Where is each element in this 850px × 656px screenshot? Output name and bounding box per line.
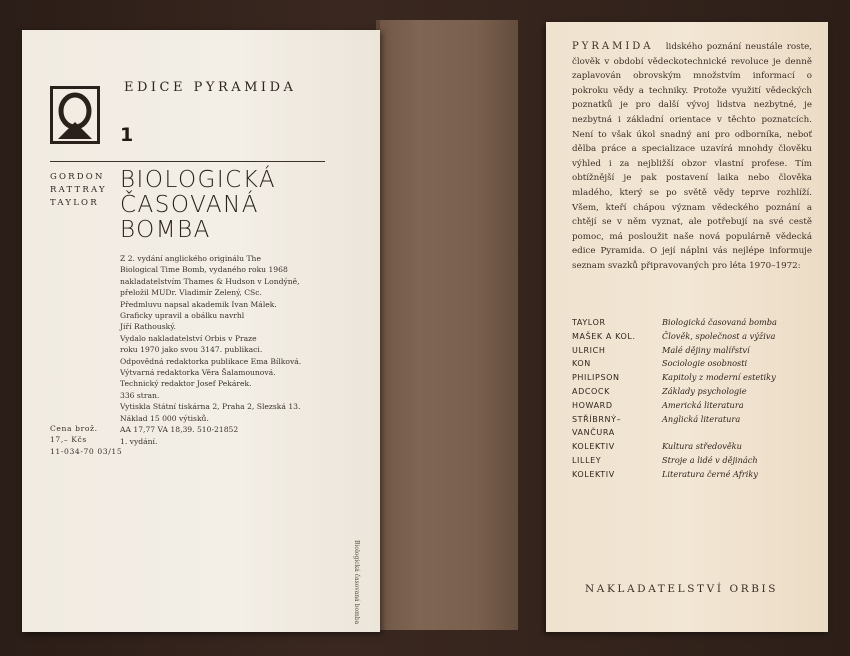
imprint-line: Vydalo nakladatelství Orbis v Praze bbox=[120, 333, 257, 343]
list-author: KON bbox=[572, 359, 591, 369]
list-title: Člověk, společnost a výživa bbox=[662, 330, 776, 341]
list-author: HOWARD bbox=[572, 400, 613, 410]
imprint-line: Graficky upravil a obálku navrhl bbox=[120, 311, 245, 321]
imprint-line: roku 1970 jako svou 3147. publikaci. bbox=[120, 345, 263, 355]
author-name bbox=[50, 171, 107, 210]
title-line: BOMBA bbox=[120, 217, 211, 243]
list-title: Stroje a lidé v dějinách bbox=[662, 454, 758, 465]
list-author: MAŠEK A KOL. bbox=[572, 331, 636, 341]
list-title: Malé dějiny malířství bbox=[662, 344, 750, 355]
list-author: ADCOCK bbox=[572, 386, 610, 396]
list-title: Kultura středověku bbox=[662, 441, 742, 452]
list-title: Základy psychologie bbox=[662, 385, 747, 396]
promo-body: lidského poznání neustále roste, člověk v období vědeckotechnické revoluce je denně zaplavován obrovským množstvím informací o pokroku vědy a techniky. Protože využití vědeckých poznatků je pro další vývoj lidstva nezbytné, je nezbytná i základní orientace v těchto poznatcích. Není to však úkol snadný ani pro odborníka, neboť dělba práce a specializace uzavírá mnohdy člověku výhled i za nejbližší obzor vlastní profese. Tím obtížnější je pak postavení laika nebo člověka mladého, který se po světě vědy teprve rozhlíží. Všem, kteří chápou význam vědeckého poznání a chtějí se v něm vyznat, ale potřebují na své cestě pomoc, má posloužit naše nová populárně vědecká edice Pyramida. O její náplni vás nejlépe informuje seznam svazků připravovaných pro léta 1970–1972: bbox=[572, 42, 812, 271]
imprint-line: Biological Time Bomb, vydaného roku 1968 bbox=[120, 265, 288, 275]
book-title bbox=[120, 168, 276, 243]
imprint-line: 1. vydání. bbox=[120, 436, 158, 446]
promo-text bbox=[572, 40, 812, 274]
list-title: Kapitoly z moderní estetiky bbox=[662, 372, 776, 383]
imprint-line: Technický redaktor Josef Pekárek. bbox=[120, 379, 252, 389]
pyramida-logo-icon bbox=[50, 86, 100, 144]
list-author: STŘÍBRNÝ– VANČURA bbox=[572, 414, 622, 438]
imprint-line: přeložil MUDr. Vladimír Zelený, CSc. bbox=[120, 288, 262, 298]
brand-name: PYRAMIDA bbox=[572, 41, 654, 52]
price-line: 11-034-70 03/15 bbox=[50, 446, 123, 456]
imprint-line: nakladatelstvím Thames & Hudson v Londýně, bbox=[120, 276, 300, 286]
title-line: BIOLOGICKÁ bbox=[120, 167, 277, 193]
list-title: Biologická časovaná bomba bbox=[662, 317, 777, 327]
list-author: ULRICH bbox=[572, 345, 606, 355]
imprint-line: Výtvarná redaktorka Věra Šalamounová. bbox=[120, 368, 276, 378]
author-line: GORDON bbox=[50, 172, 105, 182]
list-author: TAYLOR bbox=[572, 318, 606, 327]
price-line: Cena brož. bbox=[50, 424, 98, 433]
spine-text: Biologická časovaná bomba bbox=[353, 540, 360, 625]
imprint-line: Z 2. vydání anglického originálu The bbox=[120, 254, 261, 263]
author-line: TAYLOR bbox=[50, 198, 99, 208]
imprint-line: Vytiskla Státní tiskárna 2, Praha 2, Slezská 13. bbox=[120, 402, 301, 412]
list-title: Literatura černé Afriky bbox=[662, 468, 758, 479]
volume-number: 1 bbox=[120, 124, 134, 146]
author-line: RATTRAY bbox=[50, 185, 107, 195]
divider bbox=[50, 161, 325, 162]
series-label: EDICE PYRAMIDA bbox=[124, 80, 297, 95]
list-title: Sociologie osobnosti bbox=[662, 358, 748, 369]
price-block bbox=[50, 423, 122, 457]
imprint-line: AA 17,77 VA 18,39. 510-21852 bbox=[120, 425, 239, 435]
imprint-line: 336 stran. bbox=[120, 390, 160, 400]
imprint-line: Jiří Rathouský. bbox=[120, 322, 176, 332]
list-author: KOLEKTIV bbox=[572, 469, 615, 479]
imprint-line: Odpovědná redaktorka publikace Ema Bílková. bbox=[120, 356, 302, 366]
list-author: LILLEY bbox=[572, 455, 602, 465]
price-line: 17,– Kčs bbox=[50, 435, 87, 445]
list-author: PHILIPSON bbox=[572, 373, 620, 383]
imprint-line: Náklad 15 000 výtisků. bbox=[120, 413, 209, 423]
list-title: Anglická literatura bbox=[662, 413, 741, 424]
title-line: ČASOVANÁ bbox=[120, 192, 260, 218]
publisher-name: NAKLADATELSTVÍ ORBIS bbox=[585, 583, 779, 595]
imprint-line: Předmluvu napsal akademik Ivan Málek. bbox=[120, 299, 277, 309]
list-author: KOLEKTIV bbox=[572, 442, 615, 452]
book-spine bbox=[376, 20, 518, 630]
list-title: Americká literatura bbox=[662, 399, 744, 410]
imprint-block bbox=[120, 253, 350, 447]
